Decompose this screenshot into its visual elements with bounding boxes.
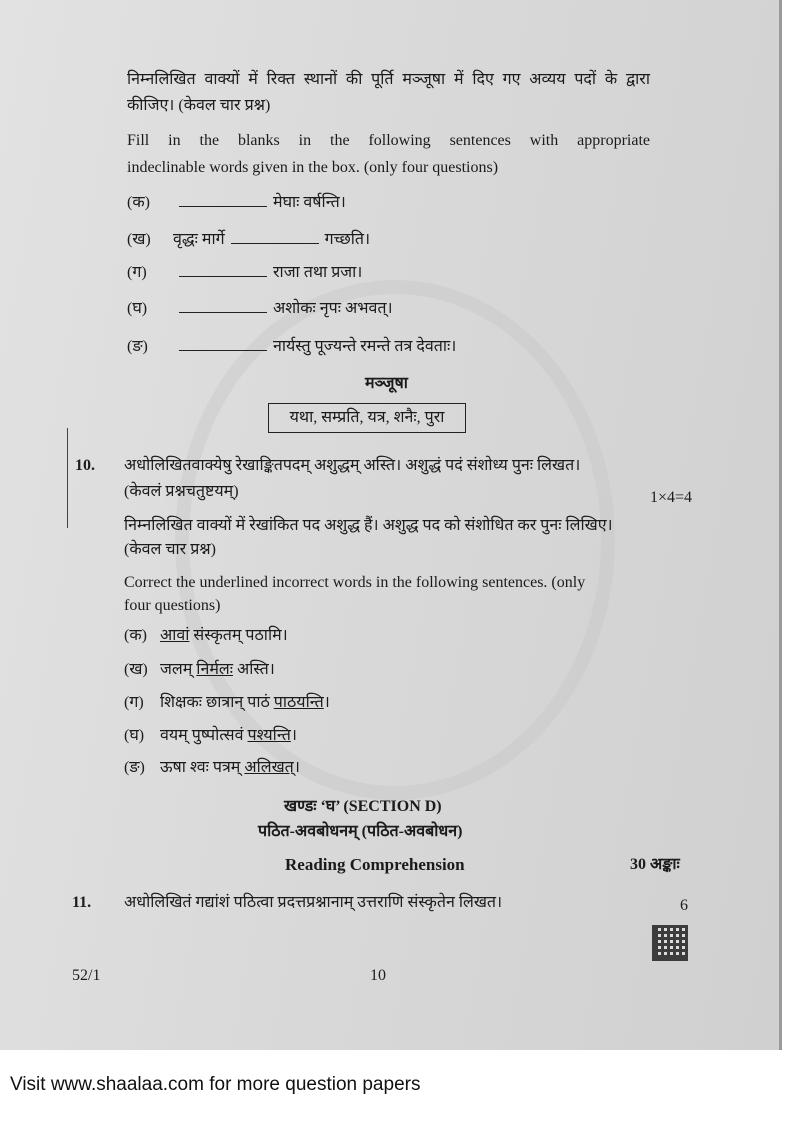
q9-english-line1: Fill in the blanks in the following sentences with appropriate	[127, 132, 650, 149]
item-text: गच्छति।	[324, 231, 371, 248]
item-label: (ङ)	[127, 338, 148, 355]
underlined-word: निर्मलः	[196, 661, 233, 678]
qr-code-icon	[652, 925, 688, 961]
item-post: ।	[293, 759, 300, 776]
q10-english-line1: Correct the underlined incorrect words in the following sentences. (only	[124, 574, 586, 591]
item-post: ।	[290, 727, 297, 744]
item-pre: वयम् पुष्पोत्सवं	[160, 727, 248, 744]
underlined-word: पाठयन्ति	[273, 694, 324, 711]
q10-marks: 1×4=4	[650, 489, 693, 506]
item-label: (क)	[124, 627, 147, 644]
item-pre: वृद्धः मार्गे	[173, 231, 225, 248]
section-marks: 30 अङ्काः	[630, 856, 680, 873]
q9-hindi-line1: निम्नलिखित वाक्यों में रिक्त स्थानों की पूर्ति मञ्जूषा में दिए गए अव्यय पदों के द्वारा	[127, 71, 650, 88]
footer-link[interactable]: Visit www.shaalaa.com for more question papers	[10, 1074, 421, 1095]
item-post: अस्ति।	[232, 661, 275, 678]
q10-sanskrit-line2: (केवलं प्रश्नचतुष्टयम्)	[124, 483, 239, 500]
q10-hindi-line1: निम्नलिखित वाक्यों में रेखांकित पद अशुद्ध हैं। अशुद्ध पद को संशोधित कर पुनः लिखिए।	[124, 517, 613, 534]
item-label: (ग)	[124, 694, 144, 711]
item-text: नार्यस्तु पूज्यन्ते रमन्ते तत्र देवताः।	[273, 338, 457, 355]
q10-hindi-line2: (केवल चार प्रश्न)	[124, 541, 216, 558]
page-code: 52/1	[72, 967, 101, 984]
item-post: ।	[323, 694, 330, 711]
blank-line	[179, 302, 267, 313]
section-subtitle: पठित-अवबोधनम् (पठित-अवबोधन)	[258, 823, 463, 840]
page-number: 10	[370, 967, 386, 984]
item-text: अशोकः नृपः अभवत्।	[273, 300, 393, 317]
item-label: (ख)	[124, 661, 148, 678]
item-text: राजा तथा प्रजा।	[273, 264, 363, 281]
item-label: (ङ)	[124, 759, 145, 776]
underlined-word: आवां	[160, 627, 190, 644]
item-label: (घ)	[127, 300, 148, 317]
blank-line	[179, 266, 267, 277]
q10-sanskrit-line1: अधोलिखितवाक्येषु रेखाङ्कितपदम् अशुद्धम् अस्ति। अशुद्धं पदं संशोध्य पुनः लिखत।	[124, 457, 581, 474]
item-pre: शिक्षकः छात्रान् पाठं	[160, 694, 274, 711]
item-text: मेघाः वर्षन्ति।	[273, 194, 346, 211]
margin-line	[67, 428, 68, 528]
fill-blank-item	[127, 263, 362, 283]
q10-number: 10.	[75, 457, 95, 474]
item-pre: जलम्	[160, 661, 197, 678]
item-label: (क)	[127, 194, 150, 211]
underlined-word: पश्यन्ति	[247, 727, 291, 744]
correction-item	[124, 660, 275, 680]
box-title: मञ्जूषा	[365, 375, 408, 392]
blank-line	[179, 340, 267, 351]
item-label: (ख)	[127, 231, 151, 248]
item-post: संस्कृतम् पठामि।	[189, 627, 288, 644]
correction-item	[124, 626, 288, 646]
watermark-circle	[175, 280, 615, 800]
fill-blank-item	[127, 230, 370, 250]
item-label: (ग)	[127, 264, 147, 281]
q11-number: 11.	[72, 894, 92, 911]
item-label: (घ)	[124, 727, 145, 744]
section-title: खण्डः ‘घ’ (SECTION D)	[284, 798, 442, 815]
fill-blank-item	[127, 299, 393, 319]
underlined-word: अलिखत्	[244, 759, 294, 776]
q9-hindi-line2: कीजिए। (केवल चार प्रश्न)	[127, 97, 271, 114]
word-box: यथा, सम्प्रति, यत्र, शनैः, पुरा	[268, 403, 466, 433]
blank-line	[231, 233, 319, 244]
q10-english-line2: four questions)	[124, 597, 221, 614]
correction-item	[124, 758, 300, 778]
item-pre: ऊषा श्वः पत्रम्	[160, 759, 245, 776]
q11-marks: 6	[680, 897, 688, 914]
fill-blank-item	[127, 337, 456, 357]
fill-blank-item	[127, 193, 346, 213]
q9-english-line2: indeclinable words given in the box. (only four questions)	[127, 159, 499, 176]
correction-item	[124, 726, 297, 746]
correction-item	[124, 693, 330, 713]
blank-line	[179, 196, 267, 207]
section-english: Reading Comprehension	[285, 855, 465, 874]
q11-text: अधोलिखितं गद्यांशं पठित्वा प्रदत्तप्रश्नानाम् उत्तराणि संस्कृतेन लिखत।	[124, 894, 503, 911]
